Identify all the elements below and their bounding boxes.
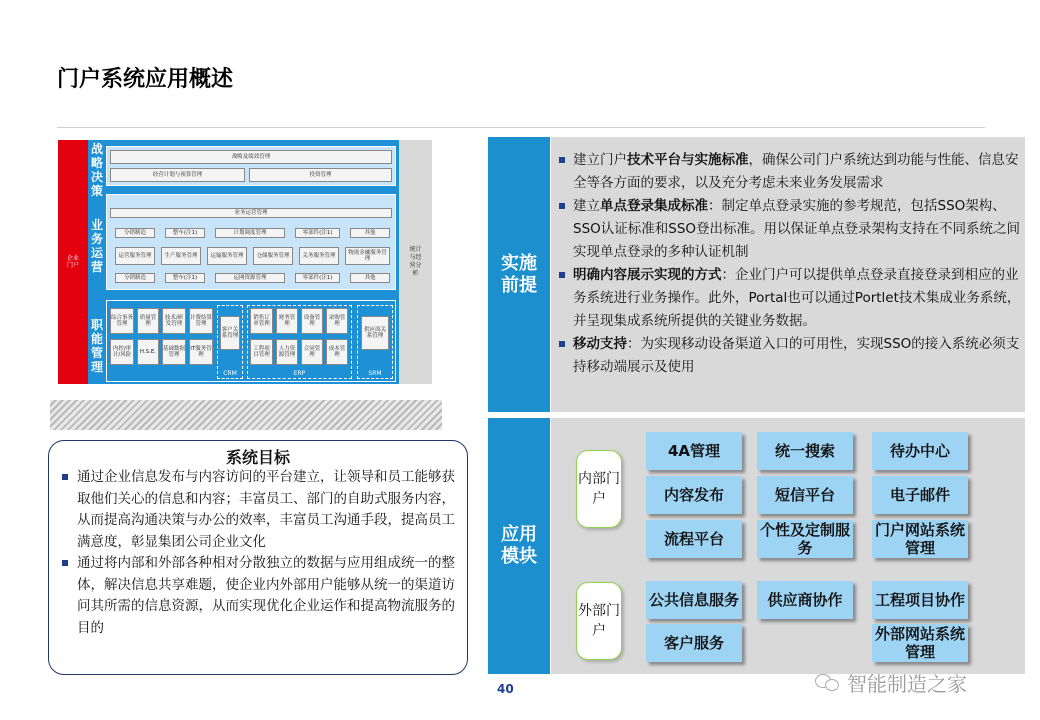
arch-box: 综合事务管理 <box>110 308 134 334</box>
goal-box <box>48 440 468 675</box>
hatch-divider <box>50 400 442 430</box>
application-header <box>488 418 550 674</box>
internal-portal: 内部门户 <box>576 450 622 528</box>
item-text: 建立 <box>573 198 600 214</box>
arch-box: 运网资源管理 <box>215 273 285 283</box>
arch-box: 战略及绩效管理 <box>110 150 392 164</box>
module-todo: 待办中心 <box>872 432 968 470</box>
srm-label: SRM <box>368 370 382 377</box>
arch-box: H.S.E. <box>137 339 159 365</box>
arch-box: 仓储服务管理 <box>253 247 293 265</box>
arch-box: 物流金融服务管理 <box>345 247 390 265</box>
arch-box: 计费结算管理 <box>189 308 213 334</box>
item-text: ：为实现移动设备渠道入口的可用性，实现SSO的接入系统必须支持移动端展示及使用 <box>573 336 1020 375</box>
implementation-header <box>488 137 550 412</box>
module-sms: 短信平台 <box>757 476 853 514</box>
module-personalization: 个性及定制服务 <box>757 520 853 558</box>
arch-box: 其他 <box>350 273 390 283</box>
implementation-item <box>557 264 1023 333</box>
erp-label: ERP <box>293 370 306 377</box>
arch-box: 工程项目管理 <box>250 339 273 365</box>
arch-box: 基础数据管理 <box>162 339 186 365</box>
module-project: 工程项目协作 <box>872 581 968 619</box>
module-public-info: 公共信息服务 <box>646 581 742 619</box>
item-emphasis: 单点登录集成标准 <box>600 198 708 214</box>
architecture-diagram <box>58 140 432 384</box>
arch-box: 成本管理 <box>326 339 348 365</box>
module-portal-admin: 门户网站系统管理 <box>872 520 968 558</box>
module-4a: 4A管理 <box>646 432 742 470</box>
band-operations <box>106 194 396 290</box>
arch-box: 运输服务管理 <box>207 247 247 265</box>
item-emphasis: 技术平台与实施标准 <box>627 152 749 168</box>
arch-box: 技术/研发管理 <box>162 308 186 334</box>
module-customer: 客户服务 <box>646 624 742 662</box>
application-label: 应用模块 <box>501 524 537 567</box>
arch-box: 整车(注1) <box>165 228 205 238</box>
implementation-item <box>557 333 1023 379</box>
module-workflow: 流程平台 <box>646 520 742 558</box>
arch-box: 采购管理 <box>326 308 348 334</box>
watermark <box>815 668 967 697</box>
arch-box: 质量管理 <box>137 308 159 334</box>
arch-box: 设备管理 <box>301 308 323 334</box>
page-title: 门户系统应用概述 <box>57 67 234 92</box>
arch-box: 零部件(注1) <box>295 228 340 238</box>
module-supplier: 供应商协作 <box>757 581 853 619</box>
band-strategy-label: 战略决策 <box>90 142 103 198</box>
arch-box: 人力资源管理 <box>276 339 298 365</box>
implementation-item <box>557 195 1023 264</box>
enterprise-portal-label: 企业门户 <box>66 255 79 269</box>
implementation-panel <box>551 137 1025 412</box>
module-content: 内容发布 <box>646 476 742 514</box>
title-divider <box>57 127 985 128</box>
arch-box: 整车(注1) <box>165 273 205 283</box>
architecture-main <box>88 140 399 384</box>
item-emphasis: 明确内容展示实现的方式 <box>573 267 722 283</box>
arch-box: 财务管理 <box>276 308 298 334</box>
implementation-label: 实施前提 <box>501 252 537 296</box>
goal-title: 系统目标 <box>225 448 290 467</box>
watermark-text: 智能制造之家 <box>847 672 967 696</box>
item-text: ：制定单点登录实施的参考规范，包括SSO架构、SSO认证标准和SSO登出标准。用以保证单点登录架构支持在不同系统之间实现单点登录的多种认证机制 <box>573 198 1021 260</box>
band-operations-label: 业务运营 <box>90 218 103 274</box>
arch-box: 内控/审计/风险 <box>110 339 134 365</box>
arch-box: 经营计划与预算管理 <box>110 168 245 182</box>
arch-box: 生产服务管理 <box>161 247 201 265</box>
page-number: 40 <box>497 682 514 696</box>
analytics-label: 统计与经营分析 <box>409 246 422 277</box>
module-search: 统一搜索 <box>757 432 853 470</box>
external-portal: 外部门户 <box>576 582 622 660</box>
arch-box: 销售订单管理 <box>250 308 273 334</box>
band-functions-label: 职能管理 <box>90 318 103 374</box>
arch-box: 关务服务管理 <box>299 247 339 265</box>
goal-list <box>59 467 464 639</box>
implementation-item <box>557 149 1023 195</box>
arch-box: 其他 <box>350 228 390 238</box>
module-external-admin: 外部网站系统管理 <box>872 624 968 662</box>
arch-box: 运营服务管理 <box>115 247 155 265</box>
band-functions <box>106 300 396 382</box>
goal-item: 通过将内部和外部各种相对分散独立的数据与应用组成统一的整体，解决信息共享难题，使企业内外部用户能够从统一的渠道访问其所需的信息资源，从而实现优化企业运作和提高物流服务的目的 <box>59 553 464 639</box>
arch-box: 合同管理 <box>301 339 323 365</box>
arch-box: 投资管理 <box>249 168 392 182</box>
goal-item: 通过企业信息发布与内容访问的平台建立，让领导和员工能够获取他们关心的信息和内容；丰富员工、部门的自助式服务内容，从而提高沟通决策与办公的效率，丰富员工沟通手段，提高员工满意度，彰显集团公司企业文化 <box>59 467 464 553</box>
arch-box: 供应商关系管理 <box>361 316 389 350</box>
arch-box: 分销制造 <box>115 228 155 238</box>
item-emphasis: 移动支持 <box>573 336 627 352</box>
arch-box: IT服务管理 <box>189 339 213 365</box>
crm-label: CRM <box>223 370 237 377</box>
arch-box: 零部件(注1) <box>295 273 340 283</box>
module-email: 电子邮件 <box>872 476 968 514</box>
item-text: 建立门户 <box>573 152 627 168</box>
arch-box: 计划调度管理 <box>215 228 285 238</box>
analytics-bar <box>399 140 432 384</box>
arch-box: 客户关系管理 <box>220 316 240 350</box>
wechat-icon <box>815 672 841 694</box>
band-strategy <box>106 146 396 186</box>
implementation-list <box>557 149 1023 379</box>
item-text: ：企业门户可以提供单点登录直接登录到相应的业务系统进行业务操作。此外，Portal也可以通过Portlet技术集成业务系统，并呈现集成系统所提供的关键业务数据。 <box>573 267 1021 329</box>
enterprise-portal-bar <box>58 140 88 384</box>
application-panel <box>551 418 1025 674</box>
arch-box: 分销制造 <box>115 273 155 283</box>
arch-box: 业务运营管理 <box>110 208 392 218</box>
item-text: ，确保公司门户系统达到功能与性能、信息安全等各方面的要求，以及充分考虑未来业务发展需求 <box>573 152 1019 191</box>
